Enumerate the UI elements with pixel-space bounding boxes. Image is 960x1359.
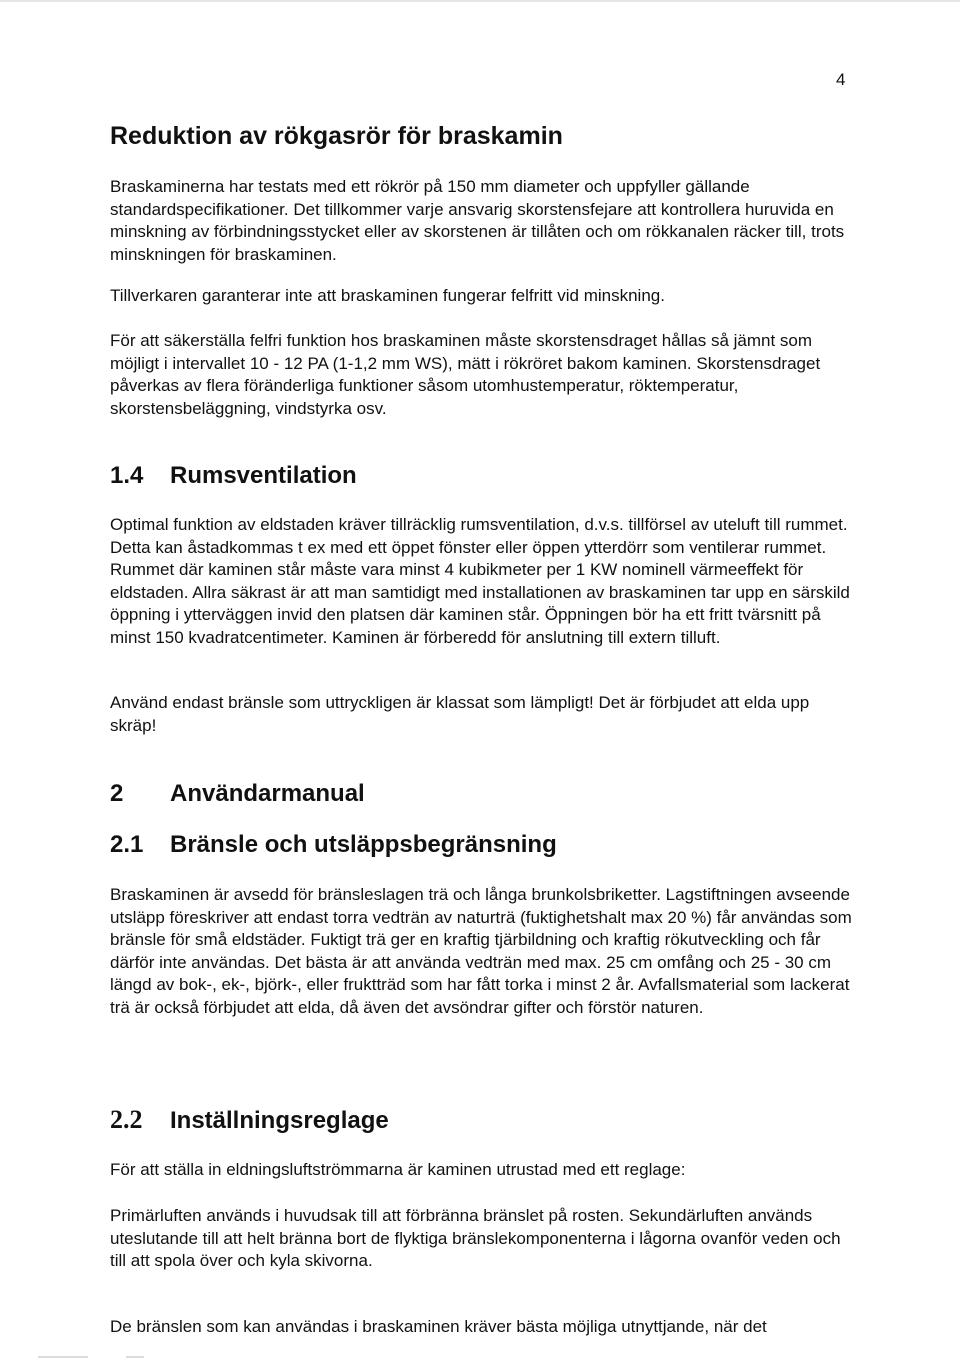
ventilation-paragraph-1: Optimal funktion av eldstaden kräver tillräcklig rumsventilation, d.v.s. tillförsel av uteluft till rummet. Detta kan åstadkommas t ex med ett öppet fönster eller öppen ytterdörr som ventilerar rummet. Rummet där kaminen står måste vara minst 4 kubikmeter per 1 KW nominell värmeeffekt för eldstaden. Allra säkrast är att man samtidigt med installationen av braskaminen tar upp en särskild öppning i ytterväggen invid den platsen där kaminen står. Öppningen bör ha ett fritt tvärsnitt på minst 150 kvadratcentimeter. Kaminen är förberedd för anslutning till extern tilluft. xyxy=(110,515,850,647)
heading-2-1 xyxy=(110,830,855,860)
heading-2 xyxy=(110,779,855,809)
page-number: 4 xyxy=(836,70,846,89)
scan-edge-bottom-mid xyxy=(126,1356,144,1358)
controls-paragraph-2: Primärluften används i huvudsak till att förbränna bränslet på rosten. Sekundärluften används uteslutande till att helt bränna bort de flyktiga bränslekomponenterna i lågorna ovanför veden och till att spola över och kyla skivorna. xyxy=(110,1206,841,1270)
heading-2-2-number: 2.2 xyxy=(110,1105,143,1134)
reduction-paragraph-1: Braskaminerna har testats med ett rökrör på 150 mm diameter och uppfyller gällande standardspecifikationer. Det tillkommer varje ansvarig skorstensfejare att kontrollera huruvida en minskning av förbindningsstycket eller av skorstenen är tillåten och om rökkanalen räcker till, trots minskningen för braskaminen. xyxy=(110,177,845,264)
reduction-paragraph-3: För att säkerställa felfri funktion hos braskaminen måste skorstensdraget hållas så jämnt som möjligt i intervallet 10 - 12 PA (1-1,2 mm WS), mätt i rökröret bakom kaminen. Skorstensdraget påverkas av flera föränderliga funktioner såsom utomhustemperatur, röktemperatur, skorstensbeläggning, vindstyrka osv. xyxy=(110,331,821,418)
heading-1-4-title: Rumsventilation xyxy=(170,462,357,489)
heading-2-1-number: 2.1 xyxy=(110,831,144,858)
reduction-paragraph-2: Tillverkaren garanterar inte att braskaminen fungerar felfritt vid minskning. xyxy=(110,286,665,305)
fuel-paragraph-1: Braskaminen är avsedd för bränsleslagen trä och långa brunkolsbriketter. Lagstiftningen avseende utsläpp föreskriver att endast torra vedträn av naturträ (fuktighetshalt max 20 %) får användas som bränsle för små eldstäder. Fuktigt trä ger en kraftig tjärbildning och kraftig rökutveckling och får därför inte användas. Det bästa är att använda vedträn med max. 25 cm omfång och 25 - 30 cm längd av bok-, ek-, björk-, eller fruktträd som har fått torka i minst 2 år. Avfallsmaterial som lackerat trä är också förbjudet att elda, då även det avsöndrar gifter och förstör naturen. xyxy=(110,885,852,1017)
heading-2-2-title: Inställningsreglage xyxy=(170,1107,389,1134)
controls-paragraph-1: För att ställa in eldningsluftströmmarna är kaminen utrustad med ett reglage: xyxy=(110,1160,686,1179)
heading-reduction: Reduktion av rökgasrör för braskamin xyxy=(110,122,563,150)
scan-edge-top xyxy=(0,0,960,2)
ventilation-paragraph-2: Använd endast bränsle som uttryckligen är klassat som lämpligt! Det är förbjudet att elda upp skräp! xyxy=(110,693,810,735)
heading-2-2 xyxy=(110,1105,855,1136)
heading-1-4 xyxy=(110,461,855,491)
scan-edge-bottom-left xyxy=(38,1356,88,1358)
heading-2-1-title: Bränsle och utsläppsbegränsning xyxy=(170,831,557,858)
heading-2-number: 2 xyxy=(110,780,124,807)
controls-paragraph-3: De bränslen som kan användas i braskaminen kräver bästa möjliga utnyttjande, när det xyxy=(110,1317,767,1336)
heading-1-4-number: 1.4 xyxy=(110,462,144,489)
heading-2-title: Användarmanual xyxy=(170,780,365,807)
